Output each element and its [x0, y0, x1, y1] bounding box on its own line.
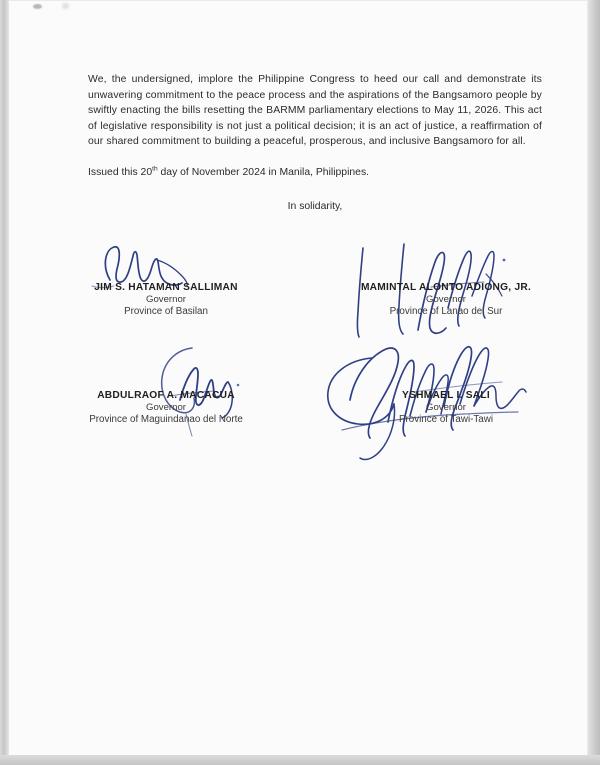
signatory-labels [26, 390, 306, 425]
signatory-title: Governor [426, 294, 466, 305]
signatory-title: Governor [146, 294, 186, 305]
signatory-name: MAMINTAL ALONTO ADIONG, JR. [360, 282, 532, 293]
signature-block-adiong [306, 232, 586, 342]
signature-row [26, 342, 586, 452]
signatory-title: Governor [146, 402, 186, 413]
closing-salutation: In solidarity, [287, 201, 343, 212]
scan-artifact-dot [33, 4, 42, 9]
signatory-province: Province of Basilan [124, 306, 208, 317]
signature-grid [26, 232, 586, 452]
scan-artifact-smudge [62, 3, 69, 9]
issued-ordinal-suffix: th [152, 165, 158, 173]
signatory-province: Province of Lanao del Sur [389, 306, 503, 317]
signatory-title: Governor [426, 402, 466, 413]
signature-block-macacua [26, 342, 306, 452]
signature-block-salliman [26, 232, 306, 342]
signatory-name: ABDULRAOF A. MACACUA [97, 390, 235, 401]
issued-prefix: Issued this 20 [88, 167, 153, 178]
signatory-labels [26, 282, 306, 317]
signature-row [26, 232, 586, 342]
document-page [8, 0, 588, 757]
signatory-name: YSHMAEL I. SALI [402, 390, 490, 401]
signatory-name: JIM S. HATAMAN SALLIMAN [94, 282, 238, 293]
petition-paragraph: We, the undersigned, implore the Philippine Congress to heed our call and demonstrate its unwavering commitment to the peace process and the aspirations of the Bangsamoro people by swiftly enacting the bills resetting the BARMM parliamentary elections to May 11, 2026. This act of legislative responsibility is not just a political decision; it is an act of justice, a reaffirmation of our shared commitment to building a peaceful, prosperous, and inclusive Bangsamoro for all. [88, 74, 542, 148]
issued-suffix: day of November 2024 in Manila, Philippines. [157, 167, 370, 178]
signatory-labels [306, 282, 586, 317]
signature-block-sali [306, 342, 586, 452]
scan-right-edge [588, 0, 600, 765]
issued-date-line [88, 165, 542, 180]
signatory-province: Province of Maguindanao del Norte [89, 414, 243, 425]
signatory-labels [306, 390, 586, 425]
signatory-province: Province of Tawi-Tawi [398, 414, 493, 425]
